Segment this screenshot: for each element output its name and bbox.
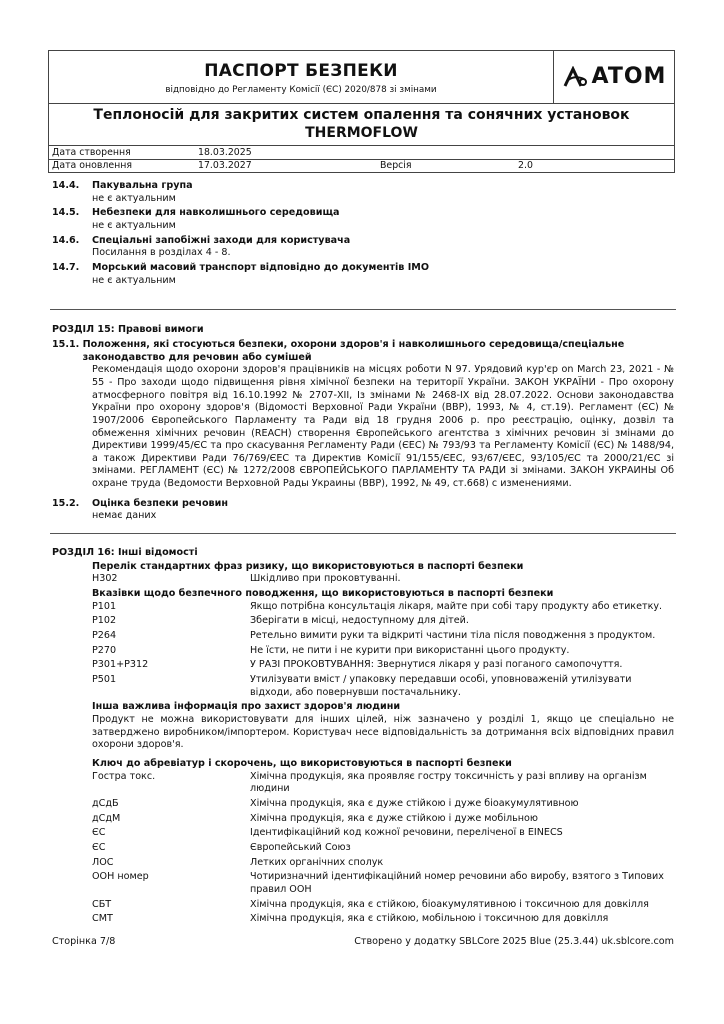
phrase-text: Шкідливо при проковтуванні. (250, 573, 401, 585)
table-row (92, 857, 674, 870)
abbr-text: Ідентифікаційний код кожної речовини, переліченої в EINECS (250, 827, 563, 839)
abbr-text: Хімічна продукція, яка є стійкою, мобільною і токсичною для довкілля (250, 913, 609, 925)
page-number: Сторінка 7/8 (52, 936, 116, 947)
section-text: не є актуальним (92, 274, 176, 286)
section-heading (52, 262, 674, 275)
divider (50, 533, 676, 534)
table-row (92, 573, 674, 586)
abbr-text: Європейський Союз (250, 841, 351, 853)
abbr-code: СМТ (92, 913, 113, 925)
phrase-code: P270 (92, 644, 117, 656)
table-row (92, 659, 674, 672)
section-heading (52, 180, 674, 193)
section-15 (52, 324, 674, 523)
phrase-code: P101 (92, 600, 117, 612)
abbr-text: Чотиризначний ідентифікаційний номер речовини або виробу, взятого з Типових правил ООН (250, 871, 664, 895)
abbr-code: ЄС (92, 841, 106, 853)
table-row (92, 813, 674, 826)
atom-logo-icon (562, 66, 588, 88)
section-16-heading: РОЗДІЛ 16: Інші відомості (52, 547, 198, 559)
section-text: немає даних (92, 510, 157, 522)
phrase-code: H302 (92, 573, 118, 585)
phrase-code: P264 (92, 630, 117, 642)
created-row (49, 146, 674, 159)
section-15-heading: РОЗДІЛ 15: Правові вимоги (52, 324, 204, 336)
phrase-code: P102 (92, 615, 117, 627)
section-text: не є актуальним (92, 219, 176, 231)
phrase-text: Не їсти, не пити і не курити при використанні цього продукту. (250, 644, 570, 656)
table-row (92, 771, 674, 796)
other-info-text: Продукт не можна використовувати для інших цілей, ніж зазначено у розділі 1, якщо це спеціально не затверджено виробником/імпортером. Користувач несе відповідальність за дотримання всіх відповідних правил охорони здоров'я. (92, 713, 674, 751)
precaution-table (92, 601, 674, 700)
section-number: 15.2. (52, 497, 80, 509)
risk-phrases-table (92, 573, 674, 586)
section-number: 15.1. (52, 338, 80, 350)
abbr-code: ЄС (92, 827, 106, 839)
precaution-title: Вказівки щодо безпечного поводження, що використовуються в паспорті безпеки (92, 588, 554, 600)
abbreviations-table (92, 771, 674, 926)
abbr-code: дСдБ (92, 797, 119, 809)
abbr-code: Гостра токс. (92, 770, 156, 782)
abbr-text: Летких органічних сполук (250, 856, 384, 868)
document-title: ПАСПОРТ БЕЗПЕКИ (204, 61, 398, 81)
table-row (92, 871, 674, 896)
phrase-text: У РАЗІ ПРОКОВТУВАННЯ: Звернутися лікаря у разі поганого самопочуття. (250, 659, 623, 671)
section-number: 14.6. (52, 234, 80, 246)
section-16 (52, 547, 674, 926)
legislation-text: Рекомендація щодо охорони здоров'я працівників на місцях роботи N 97. Урядовий кур'єр on March 23, 2021 - № 55 - Про заходи щодо підвищення рівня хімічної безпеки на території України. ЗАКОН УКРАЇНИ - Про охорону атмосферного повітря від 16.10.1992 № 2707-XII, Із змінами № 2468-IX від 28.07.2022. Основи законодавства України про охорону здоров'я (Відомості Верховної Ради України (ВВР), 1993, № 4, ст.19). Регламент (ЄС) № 1907/2006 Європейського Парламенту та Ради від 18 грудня 2006 р. про реєстрацію, оцінку, дозвіл та обмеження хімічних речовин (REACH) створення Європейського агентства з хімічних речовин зі змінами до Директиви 1999/45/ЄС та про скасування Регламенту Ради (ЄЕС) № 793/93 та Регламенту Комісії (ЄС) № 1488/94, а також Директиви Ради 76/769/ЄЕС та Директив Комісії 91/155/ЄЕС, 93/67/ЄЕС, 93/105/ЄС та 2000/21/ЄС зі змінами. РЕГЛАМЕНТ (ЄС) № 1272/2008 ЄВРОПЕЙСЬКОГО ПАРЛАМЕНТУ ТА РАДИ зі змінами. ЗАКОН УКРАИНЫ Об охране труда (Ведомости Верховной Рады Украины (ВВР), 1992, № 49, ст.668) с изменениями. (92, 364, 674, 490)
abbr-text: Хімічна продукція, яка є дуже стійкою і дуже мобільною (250, 812, 538, 824)
date-table (49, 146, 674, 172)
abbr-text: Хімічна продукція, яка є стійкою, біоакумулятивною і токсичною для довкілля (250, 898, 649, 910)
table-row (92, 842, 674, 855)
section-title: Оцінка безпеки речовин (92, 497, 228, 509)
phrase-text: Ретельно вимити руки та відкриті частини тіла після поводження з продуктом. (250, 630, 656, 642)
section-number: 14.5. (52, 207, 80, 219)
section-heading (52, 235, 674, 248)
updated-row (49, 159, 674, 172)
phrase-text: Утилізувати вміст / упаковку передавши особі, уповноваженій утилізувати відходи, або повернувши постачальнику. (250, 674, 632, 698)
created-label: Дата створення (52, 146, 131, 158)
table-row (92, 630, 674, 643)
abbr-text: Хімічна продукція, яка проявляє гостру токсичність у разі впливу на організм людини (250, 770, 647, 795)
section-title: Спеціальні запобіжні заходи для користувача (92, 234, 351, 246)
page-footer (52, 936, 674, 949)
section-heading (52, 207, 674, 220)
other-info-title: Інша важлива інформація про захист здоров'я людини (92, 701, 401, 713)
abbr-code: СБТ (92, 898, 112, 910)
section-heading (52, 498, 674, 511)
abbr-code: ЛОС (92, 856, 114, 868)
abbr-code: дСдМ (92, 812, 121, 824)
section-heading (52, 339, 674, 364)
section-title: Небезпеки для навколишнього середовища (92, 207, 340, 219)
logo-wordmark: ATOM (591, 64, 667, 90)
phrase-text: Зберігати в місці, недоступному для дітей. (250, 615, 469, 627)
updated-label: Дата оновлення (52, 160, 133, 172)
section-text: не є актуальним (92, 192, 176, 204)
section-14-items (52, 180, 674, 287)
phrase-code: P301+P312 (92, 659, 149, 671)
created-value: 18.03.2025 (198, 146, 252, 158)
risk-phrases-title: Перелік стандартних фраз ризику, що використовуються в паспорті безпеки (92, 560, 524, 572)
phrase-code: P501 (92, 674, 117, 685)
section-number: 14.7. (52, 261, 80, 273)
product-name: Теплоносій для закритих систем опалення та сонячних установок THERMOFLOW (49, 104, 674, 146)
table-row (92, 827, 674, 840)
section-title: Пакувальна група (92, 180, 193, 191)
version-value: 2.0 (518, 160, 533, 172)
phrase-text: Якщо потрібна консультація лікаря, майте при собі тару продукту або етикетку. (250, 600, 663, 612)
section-title: Морський масовий транспорт відповідно до документів IMO (92, 261, 429, 273)
abbr-code: ООН номер (92, 871, 149, 883)
section-text: Посилання в розділах 4 - 8. (92, 247, 231, 259)
table-row (92, 674, 674, 699)
abbreviations-title: Ключ до абревіатур і скорочень, що використовуються в паспорті безпеки (92, 757, 512, 769)
table-row (92, 615, 674, 628)
table-row (92, 899, 674, 912)
updated-value: 17.03.2027 (198, 160, 252, 172)
section-title: Положення, які стосуються безпеки, охорони здоров'я і навколишнього середовища/спеціальне законодавство для речовин або сумішей (82, 338, 625, 363)
version-label: Версія (380, 160, 412, 172)
document-body (52, 178, 674, 928)
divider (50, 309, 676, 310)
company-logo (554, 51, 674, 103)
table-row (92, 913, 674, 926)
created-with-note: Створено у додатку SBLCore 2025 Blue (25.3.44) uk.sblcore.com (354, 936, 674, 947)
abbr-text: Хімічна продукція, яка є дуже стійкою і дуже біоакумулятивною (250, 797, 579, 809)
table-row (92, 645, 674, 658)
document-header (48, 50, 675, 173)
section-number: 14.4. (52, 180, 80, 191)
table-row (92, 798, 674, 811)
table-row (92, 601, 674, 614)
regulation-note: відповідно до Регламенту Комісії (ЄС) 2020/878 зі змінами (165, 85, 437, 96)
